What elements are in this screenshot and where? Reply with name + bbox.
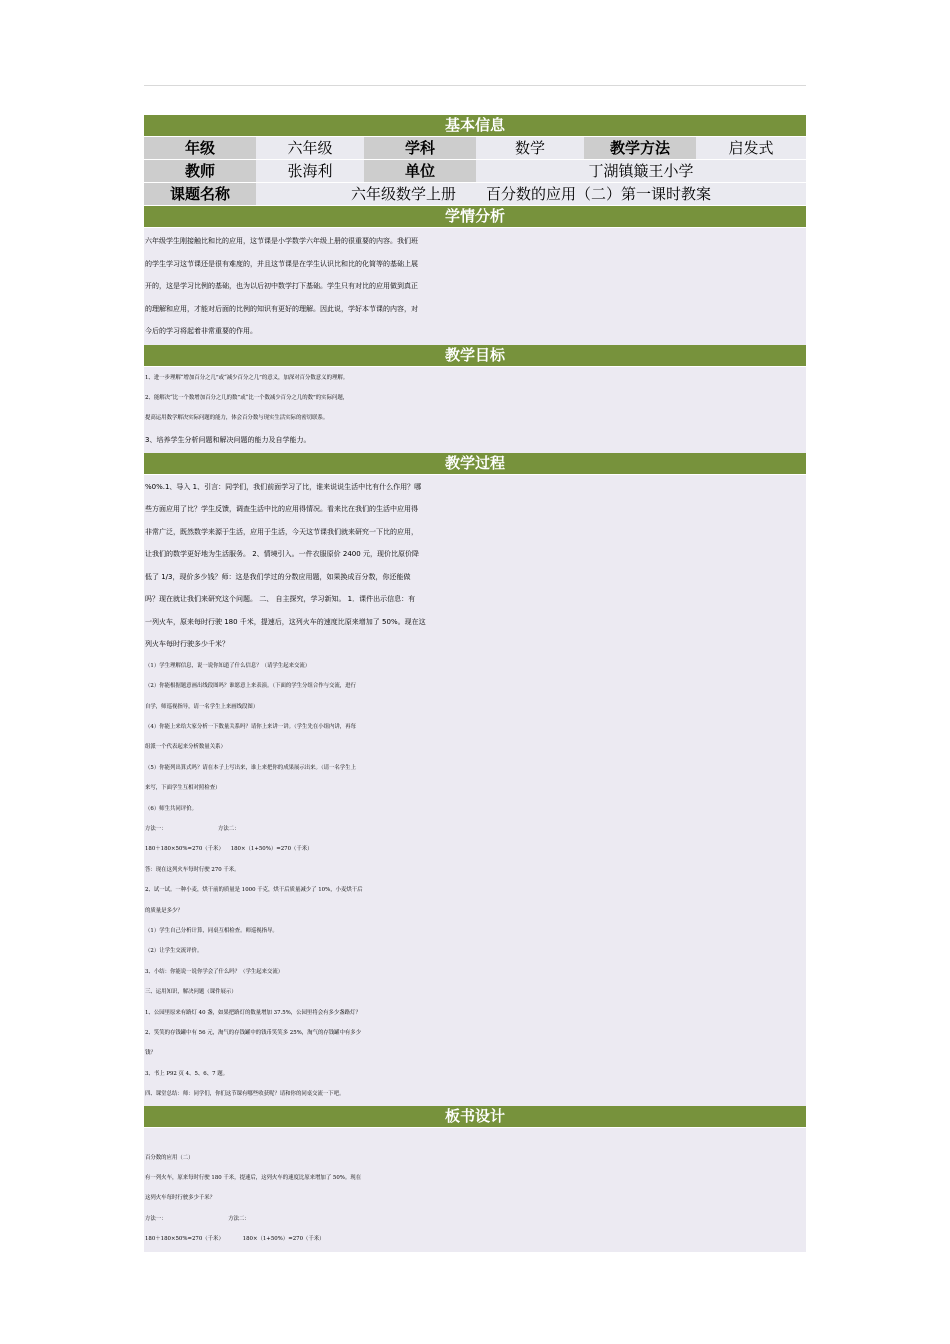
process-line: 组派一个代表起来分析数量关系） xyxy=(145,744,226,751)
process-line: 2、笑笑的存钱罐中有 56 元，淘气的存钱罐中的钱币笑笑多 25%，淘气的存钱罐中有多少 xyxy=(145,1030,362,1037)
board-line: 百分数的应用（二） xyxy=(145,1154,194,1161)
process-line: 方法一： 方法二： xyxy=(145,825,240,832)
grade-label: 年级 xyxy=(144,137,256,159)
process-line: 180＋180×50%=270（千米） 180×（1+50%）=270（千米） xyxy=(145,846,313,853)
unit-label: 单位 xyxy=(364,160,476,182)
teacher-label: 教师 xyxy=(144,160,256,182)
goals-section xyxy=(144,367,806,453)
section-header-analysis: 学情分析 xyxy=(144,206,806,228)
process-intro xyxy=(145,476,806,656)
board-line: 有一列火车，原来每时行驶 180 千米，提速后，这列火车的速度比原来增加了 50%。现在 xyxy=(145,1175,362,1182)
info-row-2 xyxy=(144,160,806,183)
lesson-plan-table xyxy=(144,115,806,1252)
process-line: 3、书上 P92 页 4、5、6、7 题。 xyxy=(145,1070,229,1077)
goal-line: 3、培养学生分析问题和解决问题的能力及自学能力。 xyxy=(145,435,311,444)
goal-line: 2、能解决“比一个数增加百分之几的数”或“比一个数减少百分之几的数”的实际问题， xyxy=(145,394,349,401)
info-row-1 xyxy=(144,137,806,160)
process-intro-line: 非常广泛，既然数学来源于生活，应用于生活，今天这节课我们就来研究一下比的应用， xyxy=(145,527,418,536)
subject-value: 数学 xyxy=(476,137,584,159)
analysis-section xyxy=(144,228,806,345)
process-line: （4）你能上来给大家分析一下数量关系吗？请你上来讲一讲。（学生先在小组内讲，再每 xyxy=(145,723,356,730)
section-header-goals: 教学目标 xyxy=(144,345,806,367)
process-intro-line: 让我们的数学更好地为生活服务。 2、情境引入。一件衣服原价 2400 元，现价比原价降 xyxy=(145,550,419,559)
process-steps xyxy=(145,656,806,1105)
goal-line: 1、进一步理解“增加百分之几”或“减少百分之几”的意义，加深对百分数意义的理解。 xyxy=(145,374,349,381)
process-line: 的质量是多少？ xyxy=(145,907,183,914)
process-line: （1）学生理解信息，说一说你知道了什么信息？（请学生起来交流） xyxy=(145,662,311,669)
unit-value: 丁湖镇簸王小学 xyxy=(476,160,806,182)
process-line: 2、试一试。一种小麦，烘干前的质量是 1000 千克，烘干后质量减少了 10%，小麦烘干后 xyxy=(145,887,363,894)
process-intro-line: 列火车每时行驶多少千米？ xyxy=(145,640,229,649)
process-intro-line: 一列火车，原来每时行驶 180 千米，提速后，这列火车的速度比原来增加了 50%。现在这 xyxy=(145,617,426,626)
subject-label: 学科 xyxy=(364,137,476,159)
process-intro-line: 吗？现在就让我们来研究这个问题。 二、 自主探究，学习新知。 1．课件出示信息：有 xyxy=(145,595,416,604)
header-rule xyxy=(144,85,806,86)
process-line: （1）学生自己分析计算，同桌互相检查。师巡视指导。 xyxy=(145,928,278,934)
goal-line: 提高运用数学解决实际问题的能力，体会百分数与现实生活实际的密切联系。 xyxy=(145,415,329,422)
topic-label: 课题名称 xyxy=(144,183,256,205)
process-line: 钱？ xyxy=(145,1050,156,1057)
grade-value: 六年级 xyxy=(256,137,364,159)
process-line: 3、小结：你能说一说你学会了什么吗？（学生起来交流） xyxy=(145,968,284,975)
topic-value: 六年级数学上册 百分数的应用（二）第一课时教案 xyxy=(256,183,806,205)
process-line: （5）你能列出算式吗？请在本子上写出来，谁上来把你的成果展示出来。（请一名学生上 xyxy=(145,764,356,771)
analysis-line: 今后的学习将起着非常重要的作用。 xyxy=(145,327,257,335)
process-line: 三、运用知识，解决问题（课件展示） xyxy=(145,989,237,996)
analysis-line: 开的，这是学习比例的基础，也为以后初中数学打下基础。学生只有对比的应用做到真正 xyxy=(145,282,418,290)
section-header-process: 教学过程 xyxy=(144,453,806,475)
process-line: 答：现在这列火车每时行驶 270 千米。 xyxy=(145,866,240,873)
board-line: 180＋180×50%=270（千米） 180×（1+50%）=270（千米） xyxy=(145,1236,325,1243)
process-section xyxy=(144,475,806,1106)
teacher-value: 张海利 xyxy=(256,160,364,182)
method-value: 启发式 xyxy=(696,137,806,159)
process-line: 来写，下面学生互相对照检查） xyxy=(145,785,221,792)
process-line: （2）你能根据题意画出线段图吗？谁愿意上来表演。（下面的学生分组合作与交流，进行 xyxy=(145,683,356,690)
info-row-3 xyxy=(144,183,806,206)
process-line: （2）让学生交流评价。 xyxy=(145,948,203,955)
process-line: 1、公园里原来有路灯 40 盏，如果把路灯的数量增加 37.5%，公园里将会有多少盏路灯？ xyxy=(145,1009,361,1016)
section-header-basic: 基本信息 xyxy=(144,115,806,137)
board-line: 方法一： 方法二： xyxy=(145,1215,250,1222)
analysis-line: 的学生学习这节课还是很有难度的，并且这节课是在学生认识比和比的化简等的基础上展 xyxy=(145,259,418,268)
process-intro-line: 些方面应用了比？学生反馈，调查生活中比的应用得情况。看来比在我们的生活中应用得 xyxy=(145,505,418,514)
analysis-line: 六年级学生刚接触比和比的应用，这节课是小学数学六年级上册的很重要的内容。我们班 xyxy=(145,237,418,245)
process-line: 自学，师巡视指导，请一名学生上来画线段图） xyxy=(145,703,259,710)
process-intro-line: %0%.1、导入 1、引言：同学们，我们前面学习了比，谁来说说生活中比有什么作用？哪 xyxy=(145,482,422,491)
section-header-board: 板书设计 xyxy=(144,1106,806,1128)
process-intro-line: 低了 1/3，现价多少钱？师：这是我们学过的分数应用题，如果换成百分数，你还能做 xyxy=(145,572,411,581)
process-line: 四、课堂总结：师：同学们，你们这节课有哪些收获呢？请和你的同桌交流一下吧。 xyxy=(145,1091,345,1098)
analysis-line: 的理解和应用，才能对后面的比例的知识有更好的理解。因此说，学好本节课的内容，对 xyxy=(145,304,418,313)
board-line: 这列火车每时行驶多少千米？ xyxy=(145,1195,216,1202)
board-section xyxy=(144,1128,806,1252)
method-label: 教学方法 xyxy=(584,137,696,159)
process-line: （6）师生共同评价。 xyxy=(145,805,197,812)
